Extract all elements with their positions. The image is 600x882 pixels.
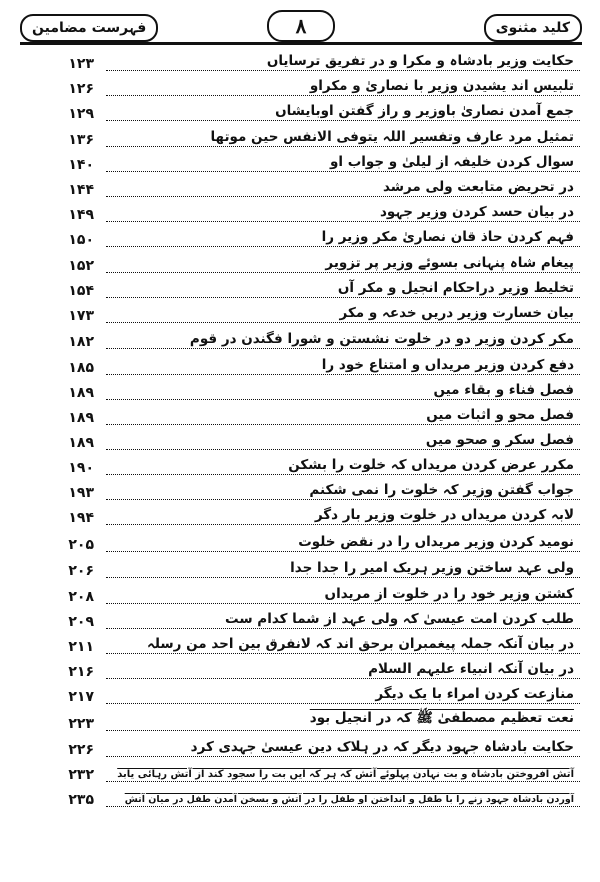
toc-row: [20, 326, 580, 352]
leader-dots: [106, 551, 580, 552]
toc-row: [20, 503, 580, 528]
toc-page-number: ۲۲۶: [68, 742, 94, 758]
leader-dots: [106, 628, 580, 629]
toc-page-number: ۱۸۹: [68, 435, 94, 451]
toc-row: [20, 528, 580, 555]
toc-page-number: ۲۳۲: [68, 767, 94, 783]
leader-dots: [106, 297, 580, 298]
toc-page-number: ۲۱۱: [68, 639, 94, 655]
leader-dots: [106, 196, 580, 197]
toc-page-number: ۱۳۶: [68, 132, 94, 148]
toc-row: [20, 707, 580, 734]
toc-page-number: ۱۲۹: [68, 106, 94, 122]
toc-page-number: ۲۰۸: [68, 589, 94, 605]
toc-entry-title: طلب کردن امت عیسیٰ کہ ولی عہد از شما کدام ست: [225, 611, 574, 627]
toc-entry-title: فہم کردن حاذ قان نصاریٰ مکر وزیر را: [321, 229, 574, 245]
toc-entry-title: فصل محو و اثبات میں: [426, 407, 574, 423]
toc-entry-title: فصل سکر و صحو میں: [425, 432, 574, 448]
toc-row: [20, 785, 580, 810]
toc-entry-title: در بیان آنکہ جملہ پیغمبران برحق اند کہ لانفرق بین احد من رسلہ: [146, 636, 574, 652]
toc-page-number: ۱۲۶: [68, 81, 94, 97]
leader-dots: [106, 678, 580, 679]
toc-row: [20, 453, 580, 478]
toc-entry-title: نومید کردن وزیر مریداں را در نقض خلوت: [298, 534, 574, 550]
toc-entry-title: مکرر عرض کردن مریداں کہ خلوت را بشکن: [288, 457, 574, 473]
toc-page-number: ۱۵۴: [68, 283, 94, 299]
leader-dots: [106, 146, 580, 147]
leader-dots: [106, 474, 580, 475]
toc-entry-title: ولی عہد ساختن وزیر ہریک امیر را جدا جدا: [290, 560, 574, 576]
section-title: فہرست مضامین: [20, 14, 158, 42]
toc-entry-title: منازعت کردن امراء با یک دیگر: [375, 686, 574, 702]
leader-dots: [106, 806, 580, 807]
leader-dots: [106, 322, 580, 323]
toc-page-number: ۱۹۴: [68, 510, 94, 526]
toc-entry-title: پیغام شاہ پنہانی بسوئے وزیر پر تزویر: [325, 255, 574, 271]
toc-entry-title: در بیان حسد کردن وزیر جہود: [380, 204, 574, 220]
toc-row: [20, 124, 580, 150]
leader-dots: [106, 781, 580, 782]
toc-page-number: ۲۰۶: [68, 563, 94, 579]
toc-page-number: ۱۵۰: [68, 232, 94, 248]
leader-dots: [106, 120, 580, 121]
toc-row: [20, 52, 580, 74]
leader-dots: [106, 272, 580, 273]
toc-row: [20, 682, 580, 707]
toc-entry-title: آتش افروختن بادشاہ و بت نہادن پہلوئے آتش کہ ہر کہ ایں بت را سجود کند از آتش رہائی یابد: [117, 769, 574, 780]
toc-entry-title: حکایت بادشاہ جہود دیگر کہ در ہلاک دین عیسیٰ جہدی کرد: [190, 739, 574, 755]
toc-row: [20, 150, 580, 175]
toc-row: [20, 175, 580, 200]
toc-page-number: ۱۹۳: [68, 485, 94, 501]
toc-row: [20, 225, 580, 250]
leader-dots: [106, 95, 580, 96]
leader-dots: [106, 577, 580, 578]
toc-page-number: ۱۸۵: [68, 360, 94, 376]
toc-page-number: ۱۲۳: [68, 56, 94, 72]
leader-dots: [106, 524, 580, 525]
toc-entry-title: تلبیس اند یشیدن وزیر با نصاریٰ و مکراو: [309, 78, 574, 94]
toc-entry-title: دفع کردن وزیر مریداں و امتناع خود را: [321, 357, 574, 373]
toc-row: [20, 74, 580, 99]
leader-dots: [106, 221, 580, 222]
toc-row: [20, 428, 580, 453]
leader-dots: [106, 374, 580, 375]
leader-dots: [106, 171, 580, 172]
toc-row: [20, 478, 580, 503]
toc-row: [20, 581, 580, 607]
toc-page-number: ۱۴۴: [68, 182, 94, 198]
toc-entry-title: فصل فناء و بقاء میں: [433, 382, 574, 398]
toc-page-number: ۱۸۹: [68, 385, 94, 401]
leader-dots: [106, 499, 580, 500]
toc-page-number: ۱۹۰: [68, 460, 94, 476]
leader-dots: [106, 703, 580, 704]
toc-row: [20, 632, 580, 657]
toc-row: [20, 99, 580, 124]
book-title: کلید مثنوی: [484, 14, 582, 42]
toc-page-number: ۱۵۲: [68, 258, 94, 274]
leader-dots: [106, 603, 580, 604]
toc-entry-title: حکایت وزیر بادشاہ و مکرا و در تفریق ترسایاں: [266, 53, 574, 69]
toc-entry-title: لابہ کردن مریداں در خلوت وزیر بار دگر: [314, 507, 574, 523]
toc-page-number: ۲۱۶: [68, 664, 94, 680]
toc-page-number: ۱۸۲: [68, 334, 94, 350]
toc-entry-title: آوردن بادشاہ جہود زنے را با طفل و انداختن او طفل را در آتش و بسخن آمدن طفل در میان آتش: [124, 794, 574, 805]
toc-row: [20, 250, 580, 276]
leader-dots: [106, 246, 580, 247]
toc-row: [20, 403, 580, 428]
toc-page-number: ۱۴۰: [68, 157, 94, 173]
toc-entry-title: تمثیل مرد عارف وتفسیر اللہ یتوفی الانفس حین موتھا: [210, 129, 574, 145]
toc-row: [20, 607, 580, 632]
leader-dots: [106, 449, 580, 450]
toc-entry-title: کشتن وزیر خود را در خلوت از مریداں: [324, 586, 574, 602]
toc-page-number: ۱۷۳: [68, 308, 94, 324]
toc-page-number: ۲۲۳: [68, 716, 94, 732]
toc-entry-title: نعت تعظیم مصطفیٰ ﷺ کہ در انجیل بود: [308, 709, 574, 729]
toc-row: [20, 276, 580, 301]
toc-row: [20, 657, 580, 682]
toc-page-number: ۲۳۵: [68, 792, 94, 808]
header-rule: [20, 42, 582, 45]
leader-dots: [106, 730, 580, 731]
leader-dots: [106, 70, 580, 71]
leader-dots: [106, 348, 580, 349]
toc-row: [20, 200, 580, 225]
toc-page-number: ۱۴۹: [68, 207, 94, 223]
page-number: ۸: [267, 10, 335, 42]
toc-entry-title: مکر کردن وزیر دو در خلوت نشستن و شورا فگندن در قوم: [189, 331, 574, 347]
table-of-contents: [20, 52, 580, 810]
toc-page-number: ۲۰۹: [68, 614, 94, 630]
toc-entry-title: بیان خسارت وزیر دریں خدعہ و مکر: [339, 305, 574, 321]
leader-dots: [106, 424, 580, 425]
toc-page-number: ۲۰۵: [68, 537, 94, 553]
toc-entry-title: تخلیط وزیر دراحکام انجیل و مکر آں: [337, 280, 574, 296]
toc-entry-title: سوال کردن خلیفہ از لیلیٰ و جواب او: [329, 154, 574, 170]
toc-row: [20, 301, 580, 326]
toc-row: [20, 378, 580, 403]
leader-dots: [106, 653, 580, 654]
toc-row: [20, 734, 580, 760]
toc-row: [20, 555, 580, 581]
toc-row: [20, 352, 580, 378]
toc-page-number: ۲۱۷: [68, 689, 94, 705]
toc-entry-title: جمع آمدن نصاریٰ باوزیر و راز گفتن اوبایشاں: [275, 103, 574, 119]
leader-dots: [106, 399, 580, 400]
toc-entry-title: در بیان آنکہ انبیاء علیہم السلام: [368, 661, 574, 677]
toc-page-number: ۱۸۹: [68, 410, 94, 426]
toc-row: [20, 760, 580, 785]
toc-entry-title: جواب گفتن وزیر کہ خلوت را نمی شکنم: [309, 482, 574, 498]
toc-entry-title: در تحریض متابعت ولی مرشد: [382, 179, 574, 195]
leader-dots: [106, 756, 580, 757]
